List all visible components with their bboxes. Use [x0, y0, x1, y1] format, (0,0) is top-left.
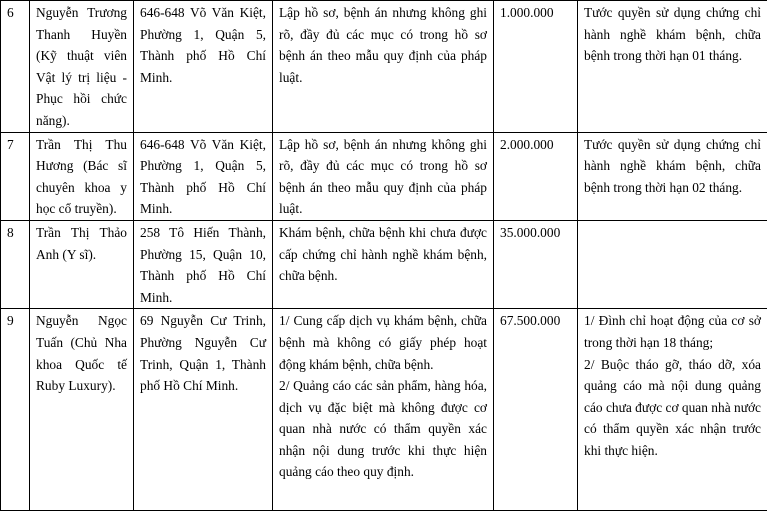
penalty: Tước quyền sử dụng chứng chỉ hành nghề khám bệnh, chữa bệnh trong thời hạn 01 tháng. [578, 1, 767, 133]
address: 69 Nguyễn Cư Trinh, Phường Nguyễn Cư Trinh, Quận 1, Thành phố Hồ Chí Minh. [134, 309, 273, 511]
violation: Lập hồ sơ, bệnh án nhưng không ghi rõ, đầy đủ các mục có trong hồ sơ bệnh án theo mẫu quy định của pháp luật. [273, 132, 494, 220]
penalty [578, 220, 767, 308]
row-number: 6 [1, 1, 30, 133]
fine-amount: 35.000.000 [494, 220, 578, 308]
table-row [1, 220, 767, 308]
fine-amount: 1.000.000 [494, 1, 578, 133]
row-number: 8 [1, 220, 30, 308]
person-name: Trần Thị Thu Hương (Bác sĩ chuyên khoa y học cổ truyền). [30, 132, 134, 220]
penalty-item: 2/ Buộc tháo gỡ, tháo dỡ, xóa quảng cáo mà nội dung quảng cáo chưa được cơ quan nhà nước có thẩm quyền xác nhận trước khi thực hiện. [584, 356, 761, 458]
violation [273, 309, 494, 511]
penalty: Tước quyền sử dụng chứng chỉ hành nghề khám bệnh, chữa bệnh trong thời hạn 02 tháng. [578, 132, 767, 220]
penalty [578, 309, 767, 511]
penalty-item: 1/ Đình chỉ hoạt động của cơ sở trong thời hạn 18 tháng; [584, 313, 761, 350]
violation-item: 2/ Quảng cáo các sản phẩm, hàng hóa, dịch vụ đặc biệt mà không được cơ quan nhà nước có thẩm quyền xác nhận nội dung trước khi thực hiện quảng cáo theo quy định. [279, 378, 487, 480]
row-number: 7 [1, 132, 30, 220]
person-name: Trần Thị Thảo Anh (Y sĩ). [30, 220, 134, 308]
violation: Khám bệnh, chữa bệnh khi chưa được cấp chứng chỉ hành nghề khám bệnh, chữa bệnh. [273, 220, 494, 308]
address: 258 Tô Hiến Thành, Phường 15, Quận 10, Thành phố Hồ Chí Minh. [134, 220, 273, 308]
fine-amount: 67.500.000 [494, 309, 578, 511]
table-row [1, 309, 767, 511]
violation-item: 1/ Cung cấp dịch vụ khám bệnh, chữa bệnh mà không có giấy phép hoạt động khám bệnh, chữa bệnh. [279, 313, 487, 372]
address: 646-648 Võ Văn Kiệt, Phường 1, Quận 5, Thành phố Hồ Chí Minh. [134, 1, 273, 133]
row-number: 9 [1, 309, 30, 511]
table-row [1, 132, 767, 220]
violation: Lập hồ sơ, bệnh án nhưng không ghi rõ, đầy đủ các mục có trong hồ sơ bệnh án theo mẫu quy định của pháp luật. [273, 1, 494, 133]
fine-amount: 2.000.000 [494, 132, 578, 220]
table-row [1, 1, 767, 133]
address: 646-648 Võ Văn Kiệt, Phường 1, Quận 5, Thành phố Hồ Chí Minh. [134, 132, 273, 220]
person-name: Nguyễn Trương Thanh Huyền (Kỹ thuật viên Vật lý trị liệu - Phục hồi chức năng). [30, 1, 134, 133]
person-name: Nguyễn Ngọc Tuấn (Chủ Nha khoa Quốc tế Ruby Luxury). [30, 309, 134, 511]
